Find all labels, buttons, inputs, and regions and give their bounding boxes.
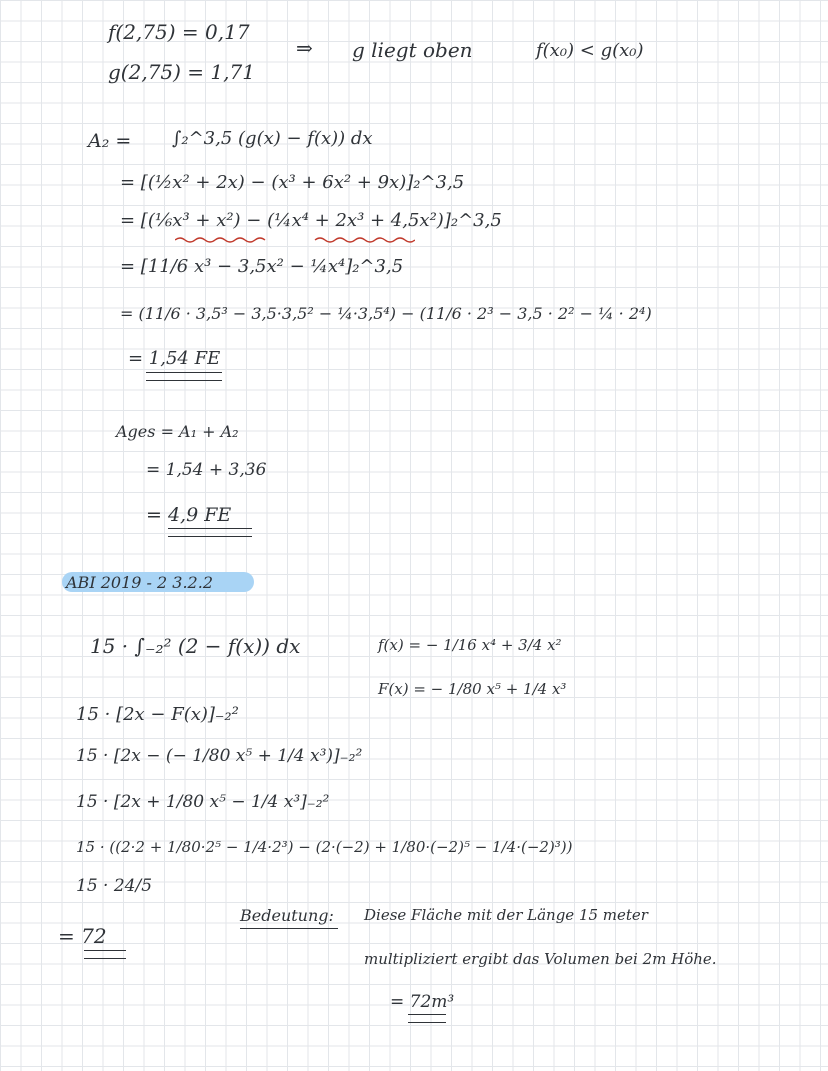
meaning-result: = 72m³ [390,992,455,1012]
meaning-label: Bedeutung: [240,906,334,925]
a2-line-integral: ∫₂^3,5 (g(x) − f(x)) dx [172,128,373,149]
relation-text: f(x₀) < g(x₀) [536,40,644,61]
f-value-line: f(2,75) = 0,17 [108,20,250,44]
a2-line-simplified: = [11/6 x³ − 3,5x² − ¼x⁴]₂^3,5 [120,256,404,277]
abi-step3: 15 · [2x + 1/80 x⁵ − 1/4 x³]₋₂² [76,792,330,812]
a2-line-expanded: = [(⅙x³ + x²) − (¼x⁴ + 2x³ + 4,5x²)]₂^3,5 [120,210,502,231]
a2-line-result: = 1,54 FE [128,348,221,369]
abi-result: = 72 [58,924,107,948]
a2-line-antiderivative: = [(½x² + 2x) − (x³ + 6x² + 9x)]₂^3,5 [120,172,465,193]
abi-step5: 15 · 24/5 [76,876,153,896]
F-definition: F(x) = − 1/80 x⁵ + 1/4 x³ [378,680,567,698]
a2-label: A₂ = [88,130,132,152]
abi-result-double-underline [84,950,126,959]
meaning-result-double-underline [408,1014,446,1023]
ages-label: Ages = A₁ + A₂ [116,422,239,441]
red-wavy-underline [175,236,415,244]
ages-result-double-underline [168,528,252,537]
abi-step4: 15 · ((2·2 + 1/80·2⁵ − 1/4·2³) − (2·(−2) + 1/80·(−2)⁵ − 1/4·(−2)³)) [76,838,573,856]
f-definition: f(x) = − 1/16 x⁴ + 3/4 x² [378,636,562,654]
meaning-text-line2: multipliziert ergibt das Volumen bei 2m Höhe. [364,950,717,968]
abi-integral: 15 · ∫₋₂² (2 − f(x)) dx [90,634,301,658]
section-heading: ABI 2019 - 2 3.2.2 [66,573,213,592]
g-value-line: g(2,75) = 1,71 [108,60,255,84]
ages-result-line: = 4,9 FE [146,504,232,526]
a2-line-evaluated: = (11/6 · 3,5³ − 3,5·3,5² − ¼·3,5⁴) − (11/6 · 2³ − 3,5 · 2² − ¼ · 2⁴) [120,304,652,323]
meaning-label-underline [240,928,338,929]
abi-step2: 15 · [2x − (− 1/80 x⁵ + 1/4 x³)]₋₂² [76,746,363,766]
implies-arrow: ⇒ [296,36,313,60]
abi-step1: 15 · [2x − F(x)]₋₂² [76,704,239,725]
meaning-text-line1: Diese Fläche mit der Länge 15 meter [364,906,648,924]
conclusion-text: g liegt oben [352,38,473,62]
ages-sum-line: = 1,54 + 3,36 [146,460,267,480]
a2-result-double-underline [146,372,222,381]
